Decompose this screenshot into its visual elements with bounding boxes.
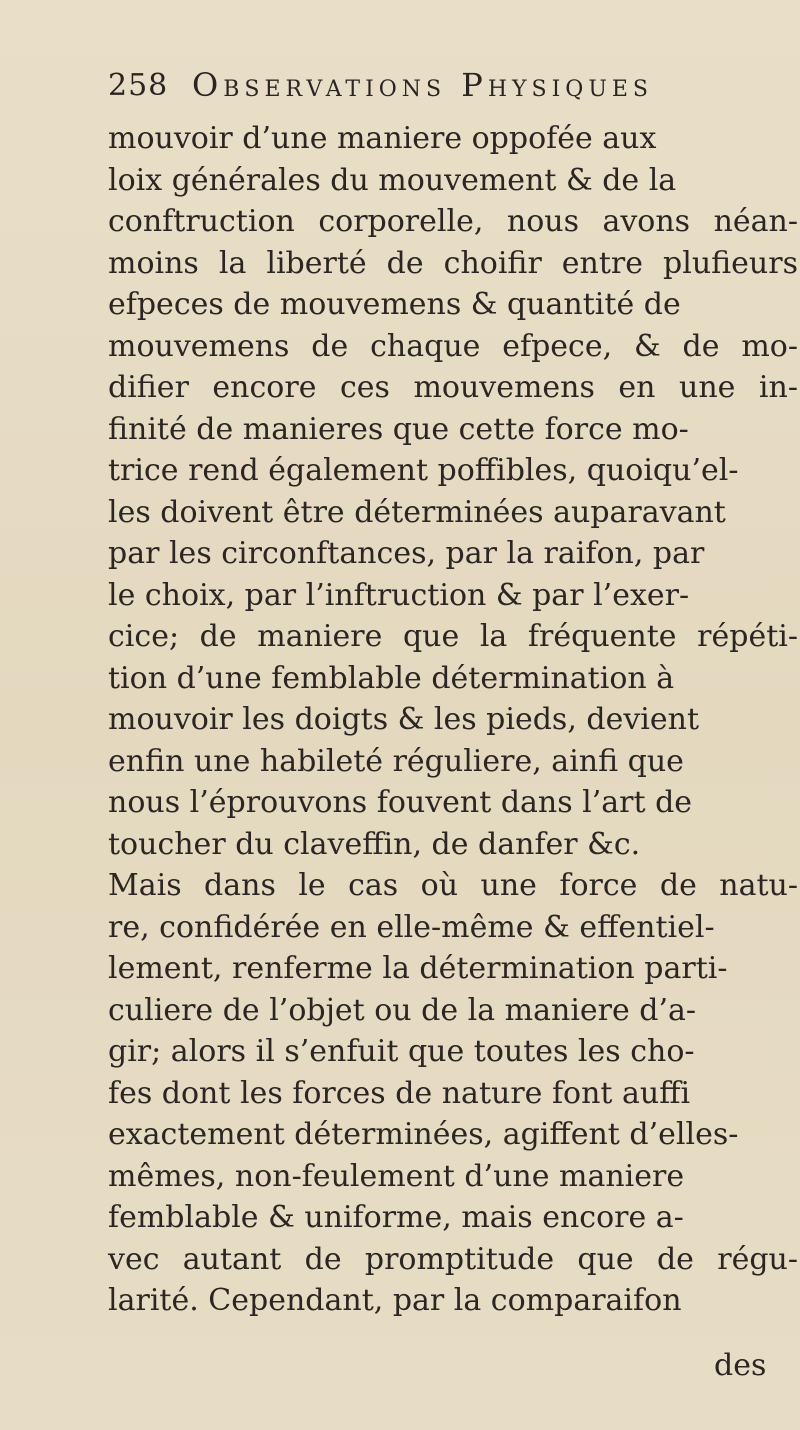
text-line: vec autant de promptitude que de régu-	[108, 1241, 798, 1277]
text-line: culiere de l’objet ou de la maniere d’a-	[108, 992, 697, 1028]
text-line: enfin une habileté réguliere, ainfi que	[108, 743, 684, 779]
running-title: Observations Physiques	[192, 66, 653, 104]
text-line: mouvoir les doigts & les pieds, devient	[108, 702, 700, 737]
text-line: mouvoir d’une maniere oppofée aux	[108, 121, 657, 156]
text-line: larité. Cependant, par la comparaifon	[108, 1283, 682, 1318]
text-line: re, confidérée en elle-même & effentiel-	[108, 909, 715, 945]
text-line: les doivent être déterminées auparavant	[108, 494, 726, 530]
text-line: moins la liberté de choifir entre plufieurs	[108, 245, 798, 281]
text-line: conftruction corporelle, nous avons néan-	[108, 204, 798, 239]
text-line: exactement déterminées, agiffent d’elles-	[108, 1117, 739, 1152]
text-line: loix générales du mouvement & de la	[108, 162, 677, 198]
text-line: finité de manieres que cette force mo-	[108, 411, 689, 447]
body-text	[108, 118, 798, 1322]
text-line: le choix, par l’inftruction & par l’exer-	[108, 577, 690, 613]
text-line: gir; alors il s’enfuit que toutes les cho-	[108, 1034, 695, 1069]
text-line: mêmes, non-feulement d’une maniere	[108, 1158, 685, 1194]
text-line: nous l’éprouvons fouvent dans l’art de	[108, 785, 693, 820]
running-header	[108, 66, 748, 106]
text-line: efpeces de mouvemens & quantité de	[108, 287, 681, 322]
page-number: 258	[108, 68, 169, 103]
text-line: fes dont les forces de nature font auffi	[108, 1075, 691, 1111]
catchword: des	[714, 1348, 767, 1383]
text-line: femblable & uniforme, mais encore a-	[108, 1200, 684, 1235]
text-line: par les circonftances, par la raifon, par	[108, 536, 705, 571]
text-line: toucher du claveffin, de danfer &c.	[108, 826, 641, 862]
text-line: tion d’une femblable détermination à	[108, 660, 675, 696]
text-line: lement, renferme la détermination parti-	[108, 951, 728, 986]
text-line: difier encore ces mouvemens en une in-	[108, 370, 798, 405]
text-line: mouvemens de chaque efpece, & de mo-	[108, 328, 798, 364]
text-line: Mais dans le cas où une force de natu-	[108, 868, 798, 903]
text-line: cice; de maniere que la fréquente répéti-	[108, 619, 798, 654]
text-line: trice rend également poffibles, quoiqu’el-	[108, 453, 739, 488]
